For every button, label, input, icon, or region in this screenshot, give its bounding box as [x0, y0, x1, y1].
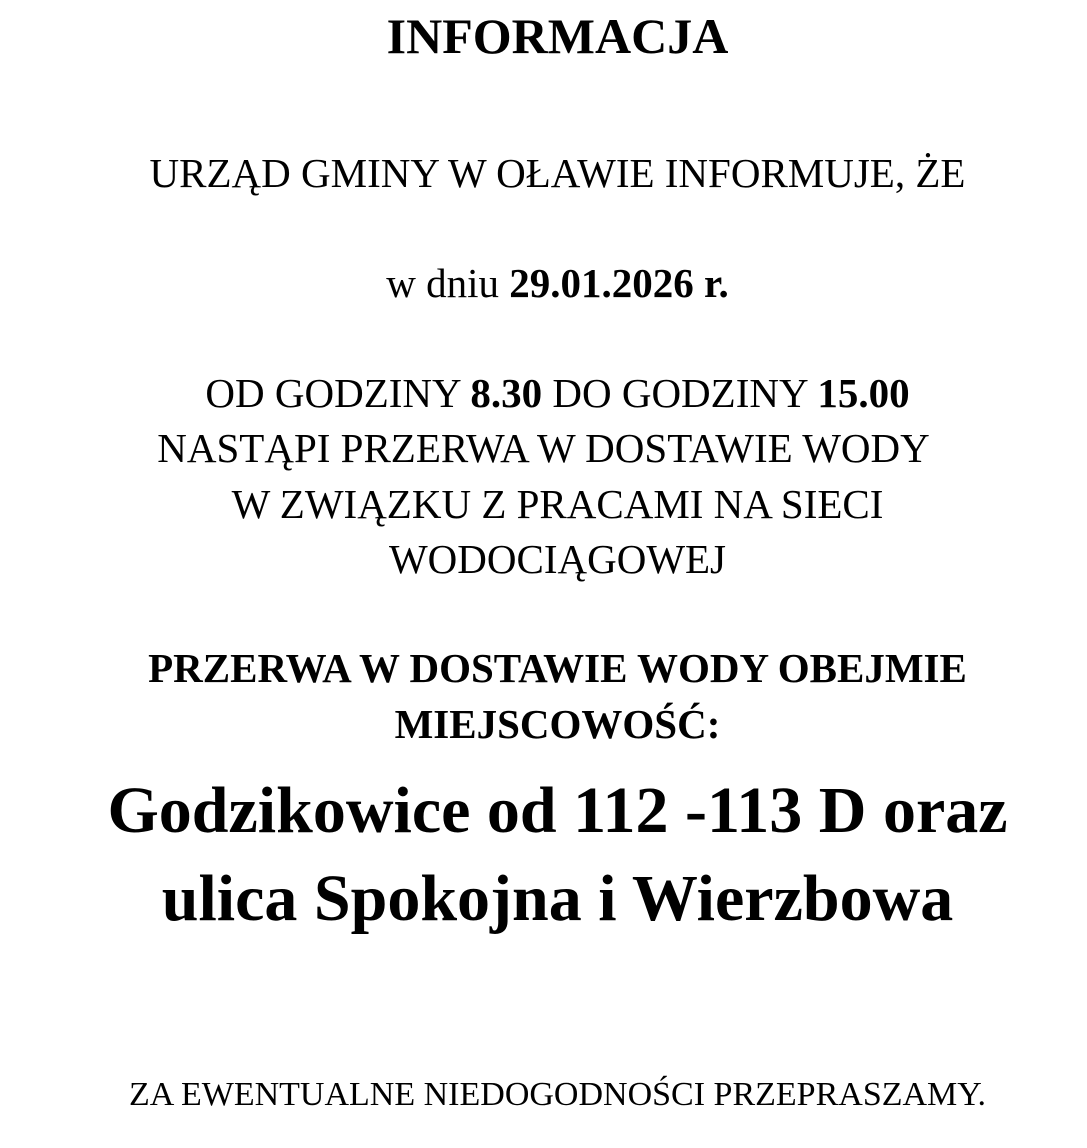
to-time: 15.00: [817, 370, 910, 416]
location-line-1: Godzikowice od 112 -113 D oraz: [107, 774, 1008, 847]
body-line-1: NASTĄPI PRZERWA W DOSTAWIE WODY: [157, 425, 930, 471]
from-label: OD GODZINY: [205, 370, 471, 416]
scope-line-1: PRZERWA W DOSTAWIE WODY OBEJMIE: [148, 645, 967, 691]
scope-line-2: MIEJSCOWOŚĆ:: [394, 701, 721, 747]
location-line-2: ulica Spokojna i Wierzbowa: [161, 862, 954, 935]
date-prefix: w dniu: [386, 260, 510, 306]
body-line-2: W ZWIĄZKU Z PRACAMI NA SIECI: [231, 481, 884, 527]
announcement-line: URZĄD GMINY W OŁAWIE INFORMUJE, ŻE: [149, 150, 966, 196]
apology-line: ZA EWENTUALNE NIEDOGODNOŚCI PRZEPRASZAMY.: [129, 1076, 986, 1113]
page-title: INFORMACJA: [386, 8, 729, 64]
to-label: DO GODZINY: [542, 370, 818, 416]
hours-line: [14, 370, 1087, 416]
date-line: [14, 260, 1087, 306]
body-line-3: WODOCIĄGOWEJ: [388, 536, 727, 582]
outage-date: 29.01.2026 r.: [509, 260, 729, 306]
from-time: 8.30: [470, 370, 543, 416]
